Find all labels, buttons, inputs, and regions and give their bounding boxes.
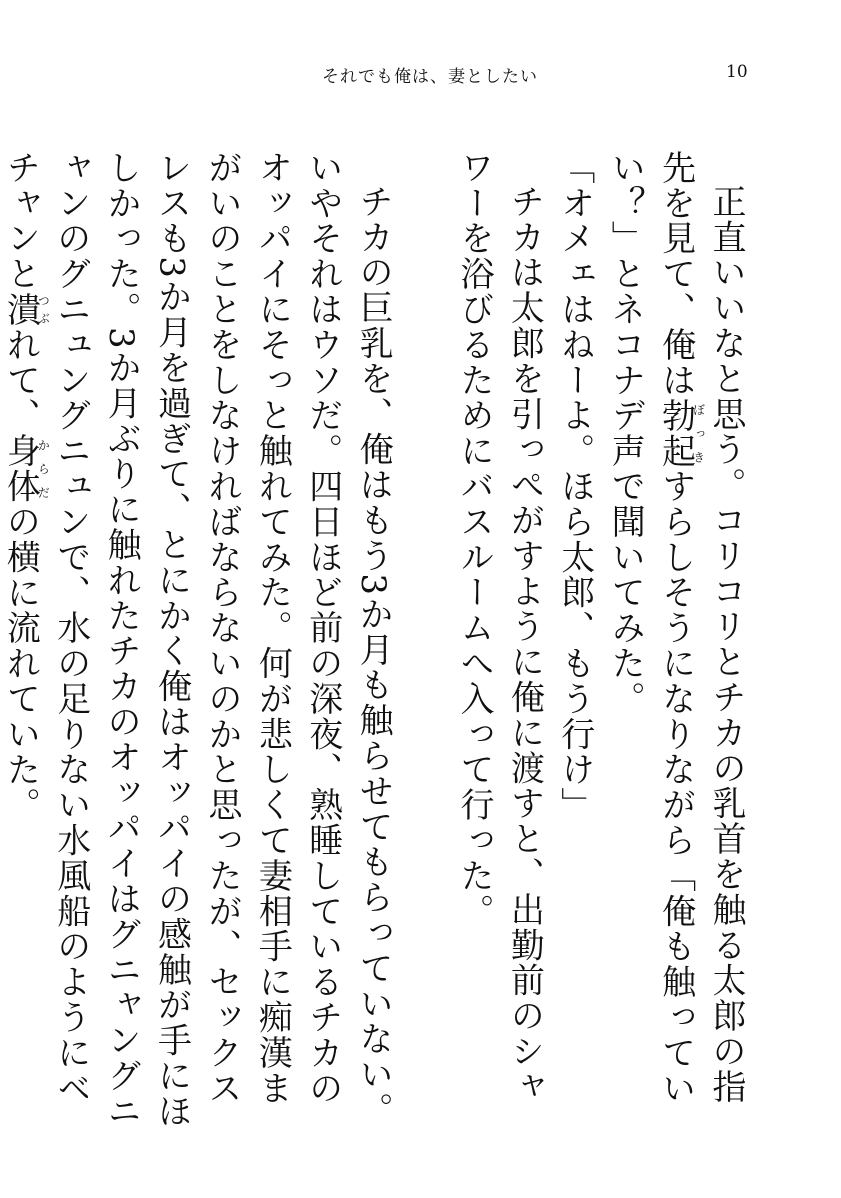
ruby-bokki-reading: ぼっき <box>691 397 706 469</box>
paragraph-break <box>398 150 448 1130</box>
paragraph-1-text-b: すらしそうになりながら「俺も触っていい？」とネコナデ声で聞いてみた。 <box>605 150 696 1106</box>
paragraph-5-text-b: れて、 <box>0 327 41 434</box>
ruby-bokki-base: 勃起 <box>655 397 696 469</box>
ruby-karada-base: 身体 <box>0 433 41 505</box>
paragraph-5-text-c: の横に流れていた。 <box>0 504 41 823</box>
ruby-karada <box>0 433 51 505</box>
paragraph-1 <box>600 150 751 1130</box>
page-number: 10 <box>726 62 748 82</box>
paragraph-1-text-a: 正直いいなと思う。コリコリとチカの乳首を触る太郎の指先を見て、俺は <box>655 150 746 1105</box>
paragraph-5 <box>0 150 398 1130</box>
ruby-tsubu-base: 潰 <box>0 291 41 328</box>
running-head: それでも俺は、妻としたい <box>322 67 538 87</box>
paragraph-2-dialogue: 「オメェはねーよ。ほら太郎、もう行け」 <box>554 150 595 823</box>
paragraph-5-text-a: チカの巨乳を、俺はもう3か月も触らせてもらっていない。いやそれはウソだ。四日ほど前の深夜、熟睡しているチカのオッパイにそっと触れてみた。何が悲しくて妻相手に痴漢まがいのことをしなければならないのかと思ったが、セックスレスも3か月を過ぎて、とにかく俺はオッパイの感触が手にほしかった。3か月ぶりに触れたチカのオッパイはグニャングニャンのグニュングニュンで、水の足りない水風船のようにベチャンと <box>0 150 394 1129</box>
ruby-karada-reading: からだ <box>36 433 51 505</box>
ruby-tsubu-reading: つぶ <box>36 291 51 327</box>
body-text <box>0 150 751 1130</box>
ruby-bokki <box>655 397 706 469</box>
paragraph-3: チカは太郎を引っぺがすように俺に渡すと、出勤前のシャワーを浴びるためにバスルームへ入って行った。 <box>453 150 545 1105</box>
ruby-tsubu <box>0 291 51 328</box>
